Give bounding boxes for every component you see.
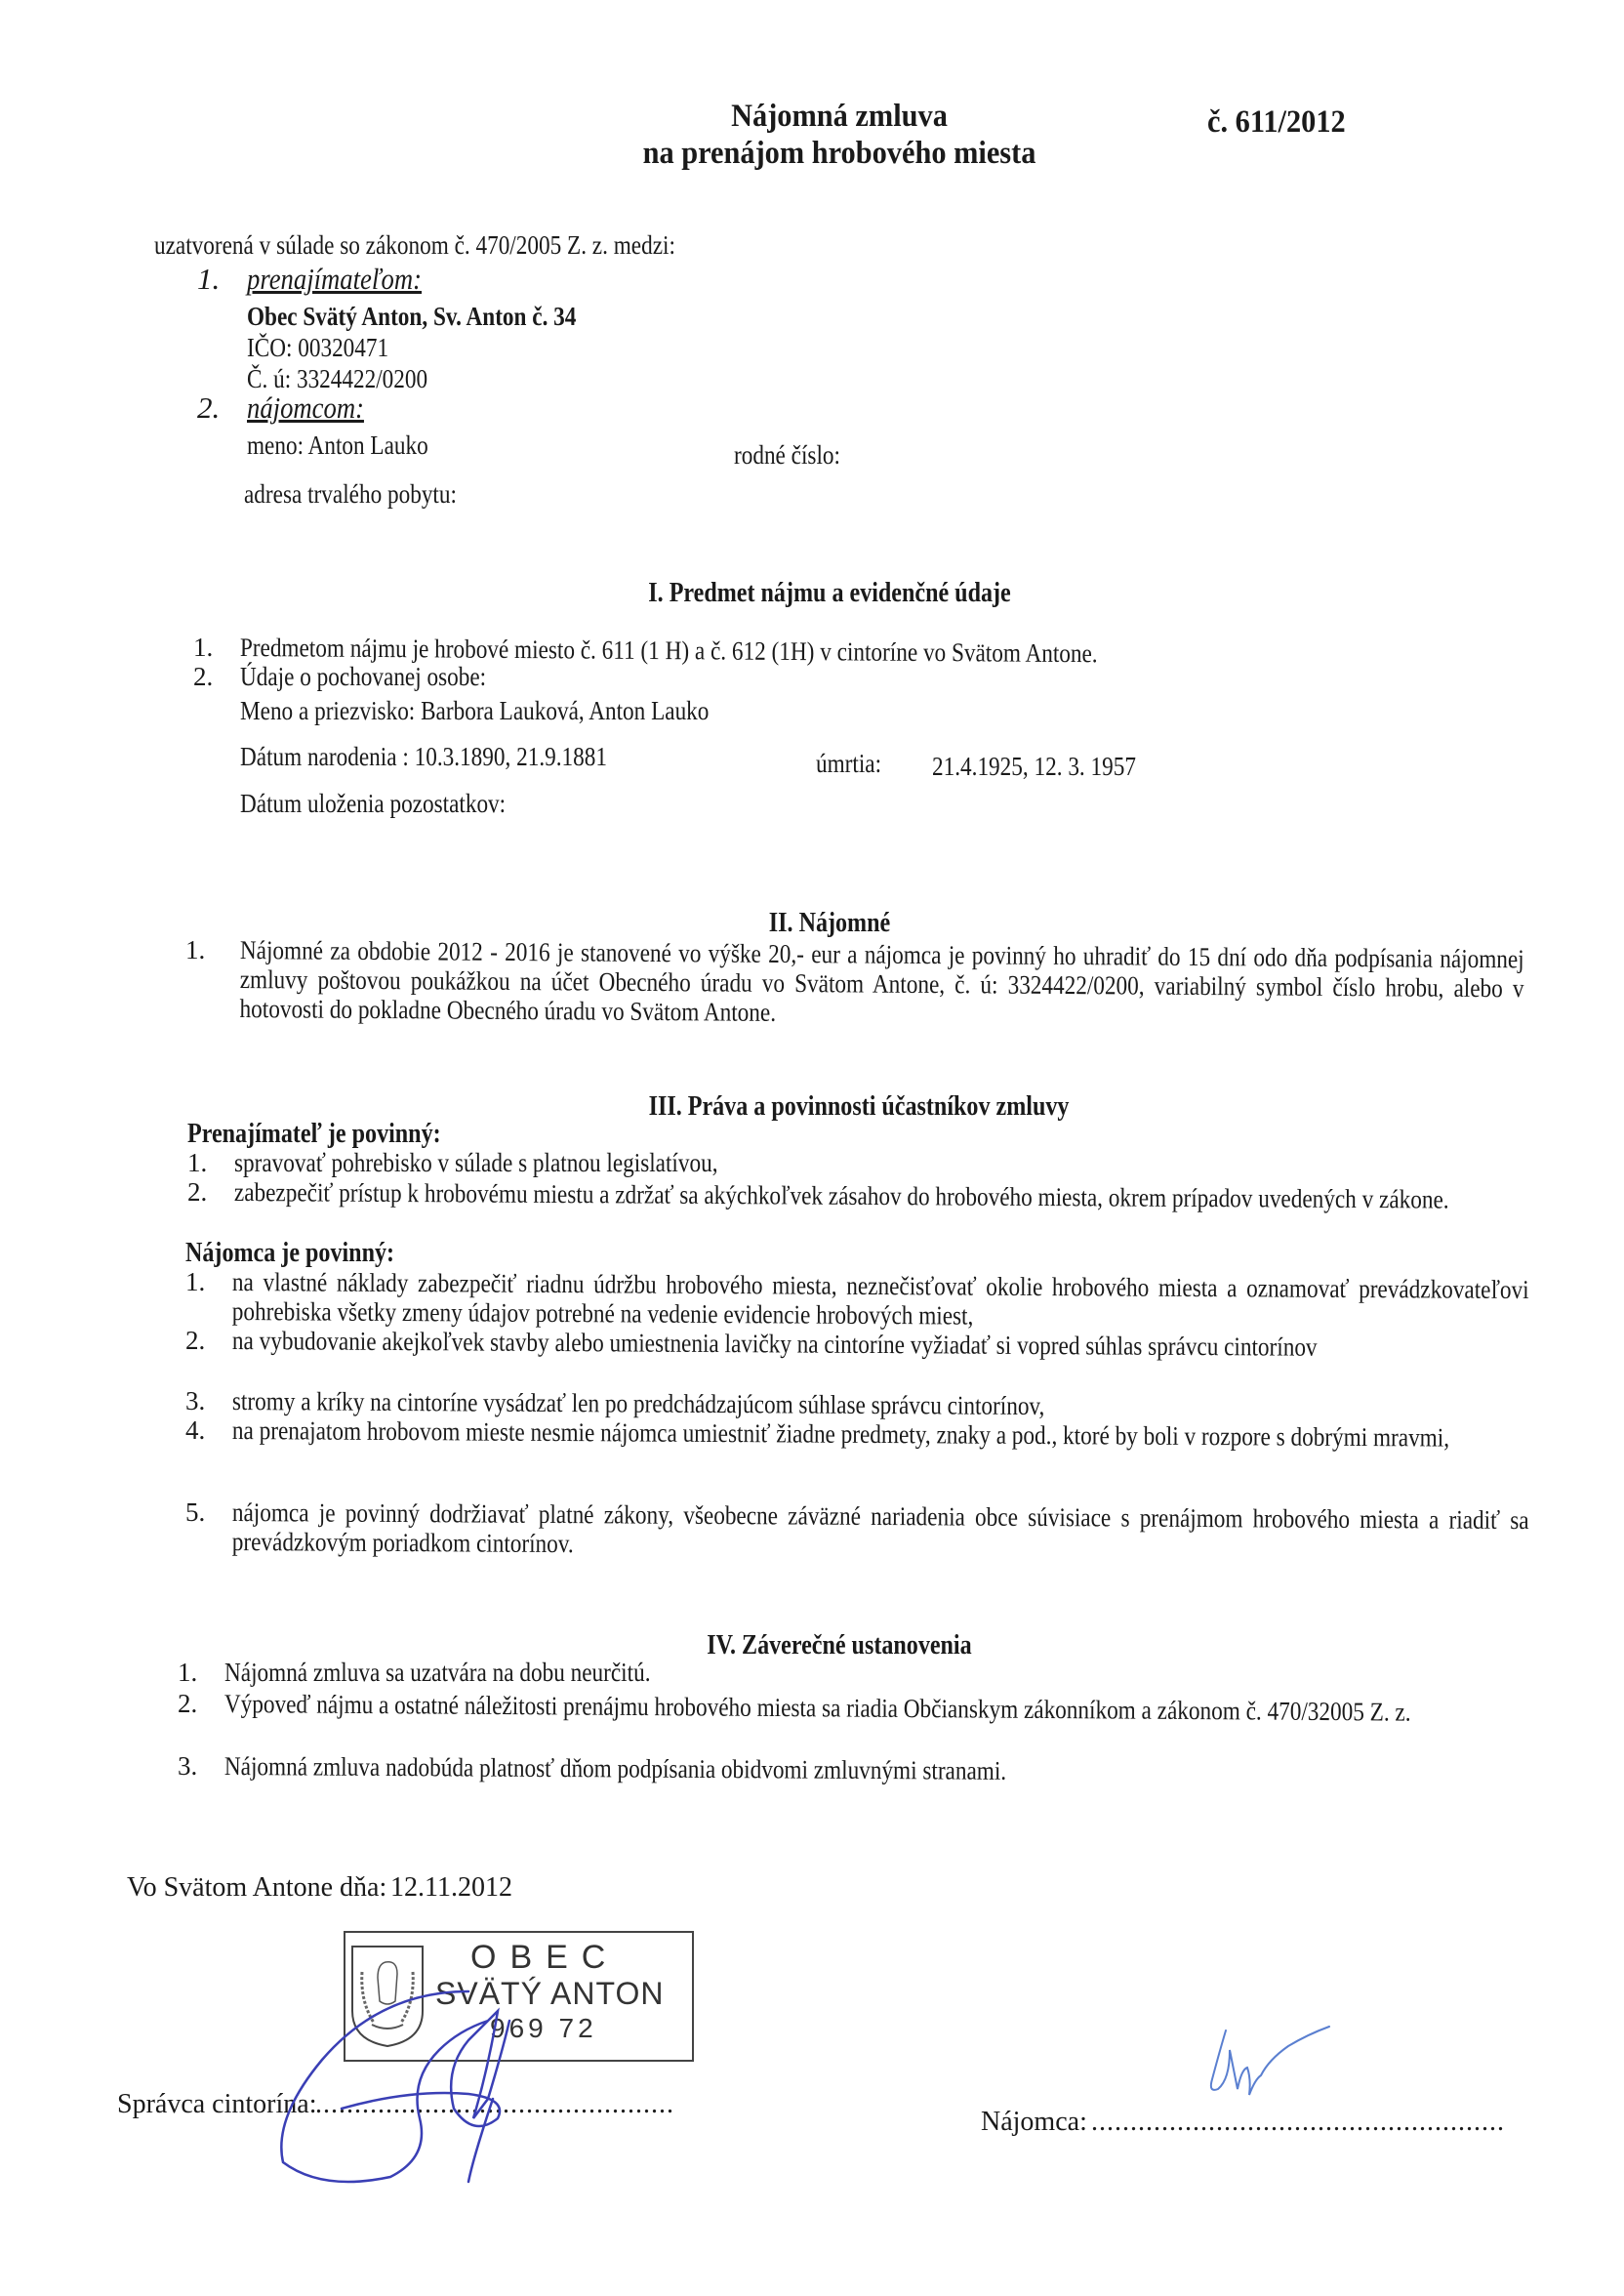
party2-label: nájomcom:	[247, 390, 364, 425]
tenant-item-4-number: 4.	[185, 1415, 206, 1445]
manager-signature-line: ..............................................	[315, 2089, 674, 2119]
tenant-item-3-number: 3.	[185, 1386, 206, 1415]
lessor-item-1-number: 1.	[187, 1148, 208, 1177]
tenant-item-1: na vlastné náklady zabezpečiť riadnu údržbu hrobového miesta, neznečisťovať okolie hrobového miesta a oznamovať prevádzkovateľovi pohrebiska všetky zmeny údajov potrebné na vedenie evidencie hrobových miest,	[231, 1267, 1529, 1331]
tenant-item-1-number: 1.	[185, 1267, 206, 1296]
document-title	[525, 98, 1154, 172]
tenant-item-2-number: 2.	[185, 1326, 206, 1355]
tenant-heading: Nájomca je povinný:	[185, 1238, 395, 1268]
final-item-1-number: 1.	[178, 1658, 198, 1687]
place-date-label: Vo Svätom Antone dňa:	[127, 1872, 387, 1903]
intro-concluded: uzatvorená v súlade so zákonom č. 470/2005 Z. z. medzi:	[154, 230, 675, 260]
party1-number: 1.	[197, 262, 221, 296]
section2-text: Nájomné za obdobie 2012 - 2016 je stanovené vo výške 20,- eur a nájomca je povinný ho uhradiť do 15 dní odo dňa podpísania nájomnej zmluvy poštovou poukážkou na účet Obecného úradu vo Svätom Antone, č. ú: 3324422/0200, variabilný symbol číslo hrobu, alebo v hotovosti do pokladne Obecného úradu vo Svätom Antone.	[239, 935, 1524, 1027]
tenant-signature-line: .....................................................	[1091, 2107, 1505, 2137]
lessor-heading: Prenajímateľ je povinný:	[187, 1119, 441, 1149]
section3-heading: III. Práva a povinnosti účastníkov zmluvy	[648, 1091, 1070, 1122]
section1-item-2-number: 2.	[193, 662, 214, 691]
party2-name: meno: Anton Lauko	[247, 430, 428, 460]
death-dates: 21.4.1925, 12. 3. 1957	[932, 752, 1136, 781]
stamp-line-3: 969 72	[490, 2013, 597, 2043]
section2-heading: II. Nájomné	[768, 908, 891, 938]
tenant-signature	[1191, 2021, 1337, 2109]
final-item-3-number: 3.	[178, 1751, 198, 1781]
section2-item-number: 1.	[185, 935, 206, 964]
party1-ico: IČO: 00320471	[247, 333, 389, 362]
party2-address: adresa trvalého pobytu:	[244, 479, 457, 509]
final-item-2-number: 2.	[178, 1689, 198, 1718]
section4-heading: IV. Záverečné ustanovenia	[707, 1630, 972, 1660]
tenant-item-5-number: 5.	[185, 1497, 206, 1527]
tenant-item-3: stromy a kríky na cintoríne vysádzať len po predchádzajúcom súhlase správcu cintorínov,	[231, 1386, 1045, 1421]
title-line-2: na prenájom hrobového miesta	[642, 136, 1036, 171]
tenant-label: Nájomca:	[981, 2107, 1087, 2137]
final-item-2: Výpoveď nájmu a ostatné náležitosti prenájmu hrobového miesta sa riadia Občianskym zákonníkom a zákonom č. 470/32005 Z. z.	[223, 1689, 1411, 1727]
signing-date: 12.11.2012	[390, 1872, 512, 1903]
party1-name: Obec Svätý Anton, Sv. Anton č. 34	[247, 302, 577, 331]
final-item-3: Nájomná zmluva nadobúda platnosť dňom podpísania obidvomi zmluvnými stranami.	[223, 1751, 1007, 1785]
burial-date: Dátum uloženia pozostatkov:	[240, 789, 507, 818]
tenant-item-4: na prenajatom hrobovom mieste nesmie nájomca umiestniť žiadne predmety, znaky a pod., ktoré by boli v rozpore s dobrými mravmi,	[231, 1415, 1450, 1453]
manager-label: Správca cintorína:	[117, 2089, 317, 2119]
lessor-item-2-number: 2.	[187, 1177, 208, 1207]
section1-item-1: Predmetom nájmu je hrobové miesto č. 611 (1 H) a č. 612 (1H) v cintoríne vo Svätom Antone.	[239, 633, 1098, 669]
death-label: úmrtia:	[816, 749, 882, 778]
party1-label: prenajímateľom:	[247, 262, 423, 296]
birth-dates: Dátum narodenia : 10.3.1890, 21.9.1881	[240, 742, 607, 771]
title-line-1: Nájomná zmluva	[731, 99, 948, 134]
party2-birth-number: rodné číslo:	[734, 440, 840, 470]
stamp-line-1: OBEC	[470, 1939, 620, 1976]
final-item-1: Nájomná zmluva sa uzatvára na dobu neurčitú.	[224, 1658, 651, 1687]
section1-heading: I. Predmet nájmu a evidenčné údaje	[648, 578, 1011, 608]
tenant-item-5: nájomca je povinný dodržiavať platné zákony, všeobecne záväzné nariadenia obce súvisiace s prenájmom hrobového miesta a riadiť sa prevádzkovým poriadkom cintorínov.	[231, 1497, 1529, 1559]
lessor-item-1: spravovať pohrebisko v súlade s platnou legislatívou,	[234, 1148, 718, 1177]
party2-number: 2.	[197, 390, 221, 425]
deceased-names: Meno a priezvisko: Barbora Lauková, Anton Lauko	[240, 696, 710, 725]
tenant-item-2: na vybudovanie akejkoľvek stavby alebo umiestnenia lavičky na cintoríne vyžiadať si vopred súhlas správcu cintorínov	[231, 1326, 1318, 1362]
contract-number: č. 611/2012	[1207, 104, 1346, 140]
stamp-line-2: SVÄTÝ ANTON	[435, 1976, 665, 2011]
section1-item-1-number: 1.	[193, 633, 214, 662]
lessor-item-2: zabezpečiť prístup k hrobovému miestu a zdržať sa akýchkoľvek zásahov do hrobového miesta, okrem prípadov uvedených v zákone.	[233, 1177, 1449, 1214]
party1-account: Č. ú: 3324422/0200	[247, 364, 428, 393]
manager-signature	[264, 1952, 615, 2196]
section1-item-2: Údaje o pochovanej osobe:	[240, 662, 487, 691]
